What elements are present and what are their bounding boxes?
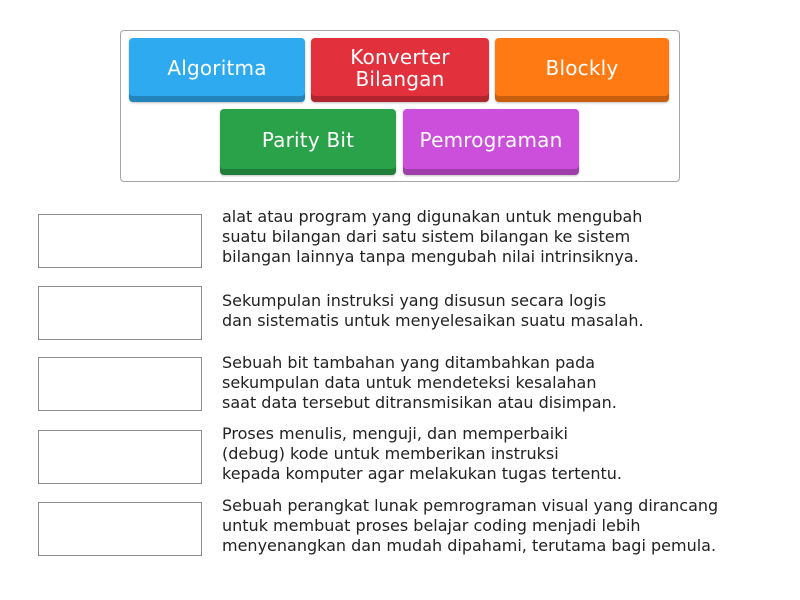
definition-text	[222, 353, 617, 413]
tile-konverter-bilangan[interactable]	[311, 38, 489, 102]
tile-label-line: Pemrograman	[419, 127, 563, 152]
definition-line: saat data tersebut ditransmisikan atau disimpan.	[222, 393, 617, 412]
tile-pemrograman[interactable]	[403, 109, 579, 175]
definition-text	[222, 496, 718, 556]
definition-text	[222, 207, 642, 267]
drop-zone[interactable]	[38, 357, 202, 411]
tile-blockly[interactable]	[495, 38, 669, 102]
definition-line: dan sistematis untuk menyelesaikan suatu masalah.	[222, 311, 644, 330]
drop-zone[interactable]	[38, 286, 202, 340]
definition-line: Sekumpulan instruksi yang disusun secara logis	[222, 291, 607, 310]
definition-line: Sebuah bit tambahan yang ditambahkan pada	[222, 353, 596, 372]
definition-line: suatu bilangan dari satu sistem bilangan ke sistem	[222, 227, 631, 246]
definition-line: untuk membuat proses belajar coding menjadi lebih	[222, 516, 641, 535]
tile-label	[167, 57, 266, 79]
tile-label-line: Blockly	[545, 55, 619, 80]
tile-label	[262, 129, 354, 151]
tile-label	[546, 57, 619, 79]
tile-label-line: Algoritma	[167, 55, 267, 80]
definition-line: menyenangkan dan mudah dipahami, terutama bagi pemula.	[222, 536, 717, 555]
tile-label-line: Parity Bit	[261, 127, 355, 152]
definition-line: Proses menulis, menguji, dan memperbaiki	[222, 424, 568, 443]
definition-line: kepada komputer agar melakukan tugas tertentu.	[222, 464, 622, 483]
tile-label-line: Bilangan	[355, 66, 445, 91]
drop-zone[interactable]	[38, 430, 202, 484]
word-bank	[120, 30, 680, 182]
tile-label	[420, 129, 563, 151]
definition-text	[222, 424, 622, 484]
drop-zone[interactable]	[38, 214, 202, 268]
tile-parity-bit[interactable]	[220, 109, 396, 175]
definition-line: (debug) kode untuk memberikan instruksi	[222, 444, 559, 463]
drop-zone[interactable]	[38, 502, 202, 556]
definition-line: sekumpulan data untuk mendeteksi kesalahan	[222, 373, 597, 392]
definition-line: bilangan lainnya tanpa mengubah nilai intrinsiknya.	[222, 247, 639, 266]
tile-label	[350, 46, 450, 90]
definition-text	[222, 291, 644, 331]
definition-line: alat atau program yang digunakan untuk mengubah	[222, 207, 643, 226]
tile-algoritma[interactable]	[129, 38, 305, 102]
definition-line: Sebuah perangkat lunak pemrograman visual yang dirancang	[222, 496, 719, 515]
tile-label-line: Konverter	[350, 44, 450, 69]
